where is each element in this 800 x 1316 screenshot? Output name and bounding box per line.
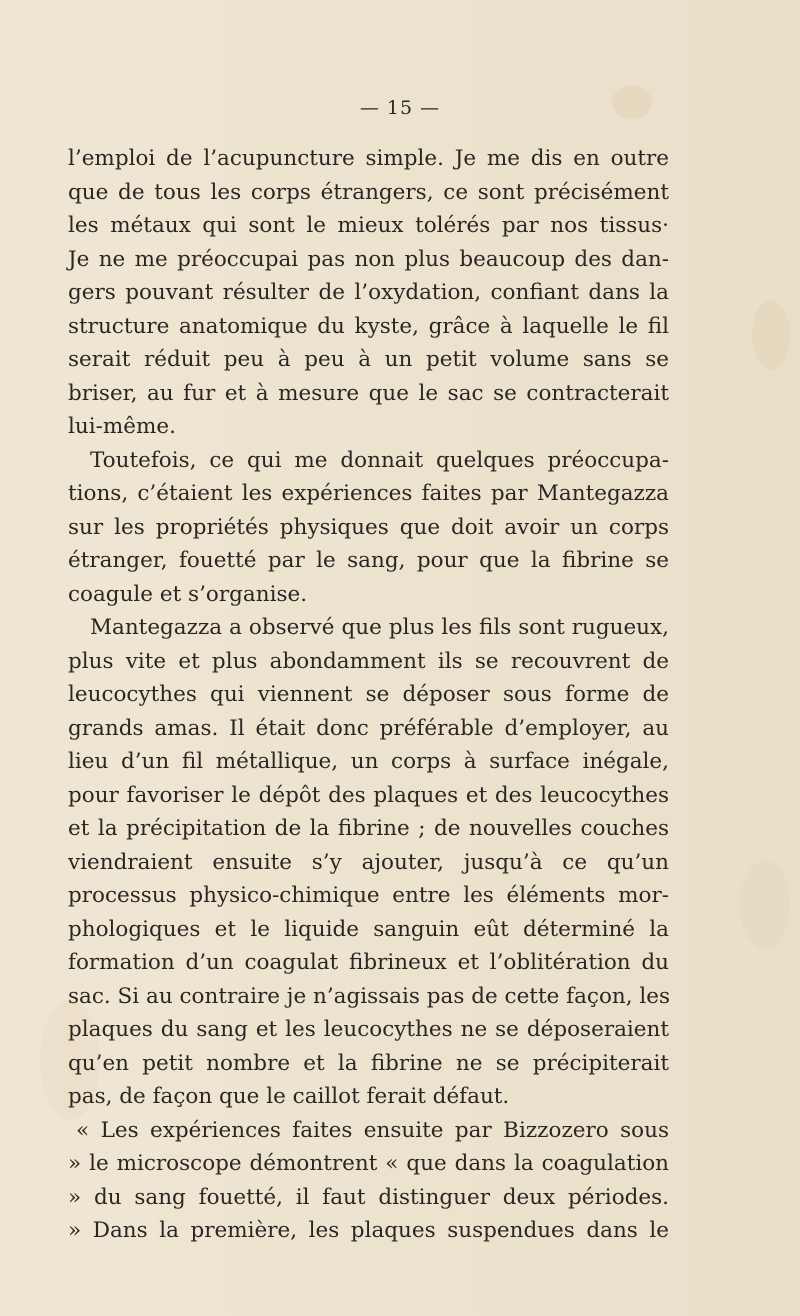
paper-stain <box>740 860 790 950</box>
text-line: » le microscope démontrent « que dans la coagulation <box>68 1151 669 1176</box>
text-line: « Les expériences faites ensuite par Bizzozero sous <box>76 1117 669 1143</box>
text-line: processus physico-chimique entre les éléments mor- <box>68 883 669 908</box>
text-line: qu’en petit nombre et la fibrine ne se précipiterait <box>68 1050 669 1076</box>
text-line: plus vite et plus abondamment ils se recouvrent de <box>68 648 669 674</box>
text-line: formation d’un coagulat fibrineux et l’oblitération du <box>68 950 669 975</box>
text-line: Mantegazza a observé que plus les fils sont rugueux, <box>90 615 669 640</box>
text-line: sur les propriétés physiques que doit avoir un corps <box>68 514 669 540</box>
text-line: pour favoriser le dépôt des plaques et des leucocythes <box>68 782 669 808</box>
text-line: lui-même. <box>68 414 176 439</box>
text-line: » Dans la première, les plaques suspendues dans le <box>68 1218 669 1243</box>
text-line: serait réduit peu à peu à un petit volume sans se <box>68 347 669 372</box>
text-line: structure anatomique du kyste, grâce à laquelle le fil <box>68 313 669 339</box>
text-line: » du sang fouetté, il faut distinguer deux périodes. <box>68 1184 669 1210</box>
text-line: Toutefois, ce qui me donnait quelques préoccupa- <box>90 447 669 473</box>
page-number: — 15 — <box>359 97 441 119</box>
text-line: leucocythes qui viennent se déposer sous forme de <box>68 682 669 707</box>
text-line: grands amas. Il était donc préférable d’employer, au <box>68 715 669 741</box>
text-line: gers pouvant résulter de l’oxydation, confiant dans la <box>68 280 669 305</box>
text-line: pas, de façon que le caillot ferait défaut. <box>68 1084 510 1109</box>
text-line: plaques du sang et les leucocythes ne se déposeraient <box>68 1017 669 1042</box>
text-line: et la précipitation de la fibrine ; de nouvelles couches <box>68 816 669 841</box>
text-line: viendraient ensuite s’y ajouter, jusqu’à ce qu’un <box>68 849 669 875</box>
text-line: que de tous les corps étrangers, ce sont précisément <box>68 179 669 205</box>
text-line: tions, c’étaient les expériences faites par Mantegazza <box>68 481 669 506</box>
text-line: lieu d’un fil métallique, un corps à surface inégale, <box>68 749 669 774</box>
text-line: phologiques et le liquide sanguin eût déterminé la <box>68 916 669 942</box>
paper-stain <box>752 300 790 370</box>
text-line: briser, au fur et à mesure que le sac se contracterait <box>68 380 669 406</box>
body-text <box>68 142 669 1248</box>
text-line: sac. Si au contraire je n’agissais pas de cette façon, les <box>68 983 671 1009</box>
text-line: l’emploi de l’acupuncture simple. Je me dis en outre <box>68 146 669 171</box>
text-line: Je ne me préoccupai pas non plus beaucoup des dan- <box>68 246 669 272</box>
text-line: les métaux qui sont le mieux tolérés par nos tissus· <box>68 213 669 238</box>
text-line: coagule et s’organise. <box>68 581 308 607</box>
text-line: étranger, fouetté par le sang, pour que la fibrine se <box>68 548 669 573</box>
